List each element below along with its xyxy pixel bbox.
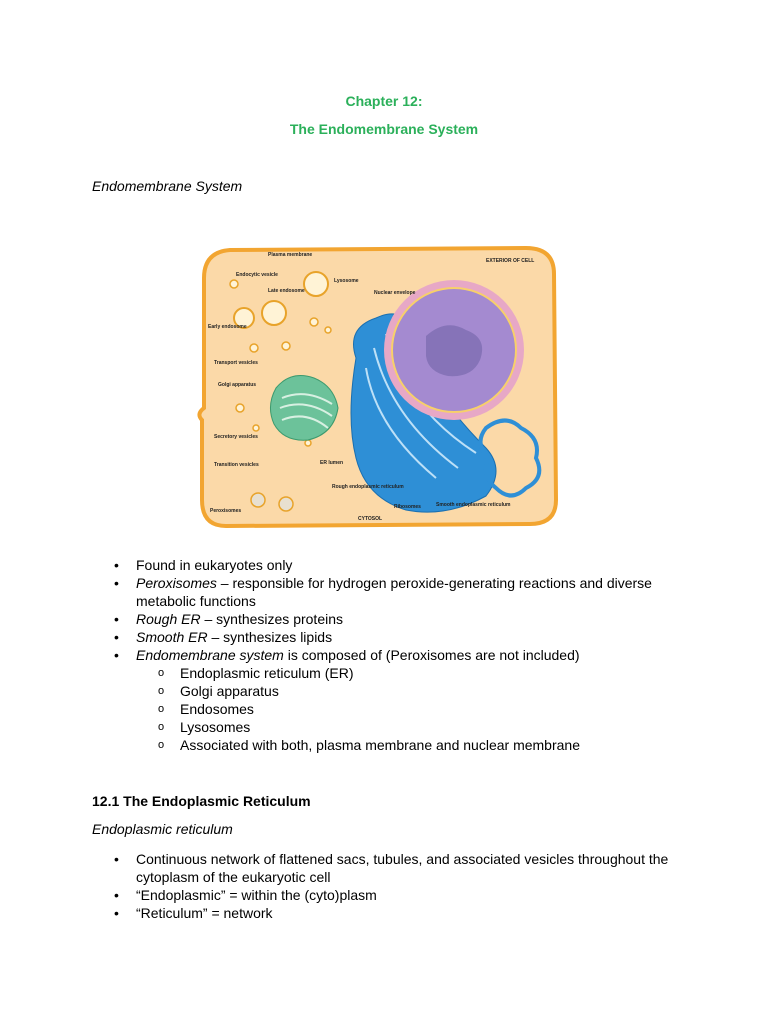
sub-item-text: Lysosomes bbox=[180, 719, 251, 735]
list-item bbox=[92, 904, 692, 922]
label-late-endosome: Late endosome bbox=[268, 288, 305, 294]
cell-diagram bbox=[196, 238, 572, 528]
bullet-text: Continuous network of flattened sacs, tubules, and associated vesicles throughout the cytoplasm of the eukaryotic cell bbox=[136, 851, 669, 885]
label-cytosol: CYTOSOL bbox=[358, 516, 383, 522]
list-item bbox=[92, 574, 692, 610]
label-secretory-vesicles: Secretory vesicles bbox=[214, 434, 258, 440]
label-nuclear-envelope: Nuclear envelope bbox=[374, 290, 416, 296]
list-item bbox=[92, 886, 692, 904]
bullet-term: Endomembrane system bbox=[136, 647, 284, 663]
label-golgi: Golgi apparatus bbox=[218, 382, 257, 388]
sub-list-item bbox=[136, 700, 692, 718]
label-rough-er: Rough endoplasmic reticulum bbox=[332, 484, 404, 490]
section-heading-endomembrane: Endomembrane System bbox=[92, 178, 243, 194]
bullet-list-er bbox=[92, 850, 692, 922]
sub-item-text: Associated with both, plasma membrane and nuclear membrane bbox=[180, 737, 580, 753]
bullet-text: – responsible for hydrogen peroxide-generating reactions and diverse metabolic functions bbox=[136, 575, 652, 609]
list-item bbox=[92, 628, 692, 646]
label-lysosome: Lysosome bbox=[334, 278, 359, 284]
subheading-er: Endoplasmic reticulum bbox=[92, 821, 233, 837]
sub-item-text: Endosomes bbox=[180, 701, 254, 717]
label-endocytic-vesicle: Endocytic vesicle bbox=[236, 272, 278, 278]
bullet-text: “Reticulum” = network bbox=[136, 905, 273, 921]
list-item bbox=[92, 646, 692, 754]
label-peroxisomes: Peroxisomes bbox=[210, 508, 242, 514]
list-item bbox=[92, 850, 692, 886]
sub-item-text: Endoplasmic reticulum (ER) bbox=[180, 665, 354, 681]
chapter-title: The Endomembrane System bbox=[289, 121, 479, 137]
sub-list-components bbox=[136, 664, 692, 754]
bullet-list-endomembrane bbox=[92, 556, 692, 754]
transport-vesicle-shape bbox=[282, 342, 290, 350]
bullet-text: “Endoplasmic” = within the (cyto)plasm bbox=[136, 887, 377, 903]
bullet-text: Found in eukaryotes only bbox=[136, 557, 293, 573]
endocytic-vesicle-shape bbox=[230, 280, 238, 288]
bullet-text: – synthesizes lipids bbox=[207, 629, 333, 645]
chapter-number: Chapter 12: bbox=[345, 93, 423, 109]
sub-list-item bbox=[136, 682, 692, 700]
lysosome-shape bbox=[304, 272, 328, 296]
bullet-text: is composed of (Peroxisomes are not included) bbox=[283, 647, 580, 663]
secretory-vesicle-shape bbox=[253, 425, 259, 431]
bullet-text: – synthesizes proteins bbox=[200, 611, 343, 627]
section-heading-er: 12.1 The Endoplasmic Reticulum bbox=[92, 793, 311, 809]
label-early-endosome: Early endosome bbox=[208, 324, 247, 330]
transport-vesicle-shape bbox=[250, 344, 258, 352]
sub-list-item bbox=[136, 718, 692, 736]
sub-list-item bbox=[136, 664, 692, 682]
label-smooth-er: Smooth endoplasmic reticulum bbox=[436, 502, 511, 508]
transition-vesicle-shape bbox=[305, 440, 311, 446]
bullet-term: Rough ER bbox=[136, 611, 201, 627]
label-ribosomes: Ribosomes bbox=[394, 504, 421, 510]
secretory-vesicle-shape bbox=[236, 404, 244, 412]
late-endosome-shape bbox=[262, 301, 286, 325]
vesicle-shape bbox=[325, 327, 331, 333]
peroxisome-shape bbox=[279, 497, 293, 511]
endomembrane-figure bbox=[196, 238, 572, 528]
list-item bbox=[92, 556, 692, 574]
sub-item-text: Golgi apparatus bbox=[180, 683, 279, 699]
label-er-lumen: ER lumen bbox=[320, 460, 344, 466]
peroxisome-shape bbox=[251, 493, 265, 507]
label-transport-vesicles: Transport vesicles bbox=[214, 360, 258, 366]
sub-list-item bbox=[136, 736, 692, 754]
label-transition-vesicles: Transition vesicles bbox=[214, 462, 259, 468]
vesicle-shape bbox=[310, 318, 318, 326]
label-plasma-membrane: Plasma membrane bbox=[268, 252, 313, 258]
bullet-term: Peroxisomes bbox=[136, 575, 217, 591]
label-exterior: EXTERIOR OF CELL bbox=[486, 258, 535, 264]
bullet-term: Smooth ER bbox=[136, 629, 208, 645]
list-item bbox=[92, 610, 692, 628]
